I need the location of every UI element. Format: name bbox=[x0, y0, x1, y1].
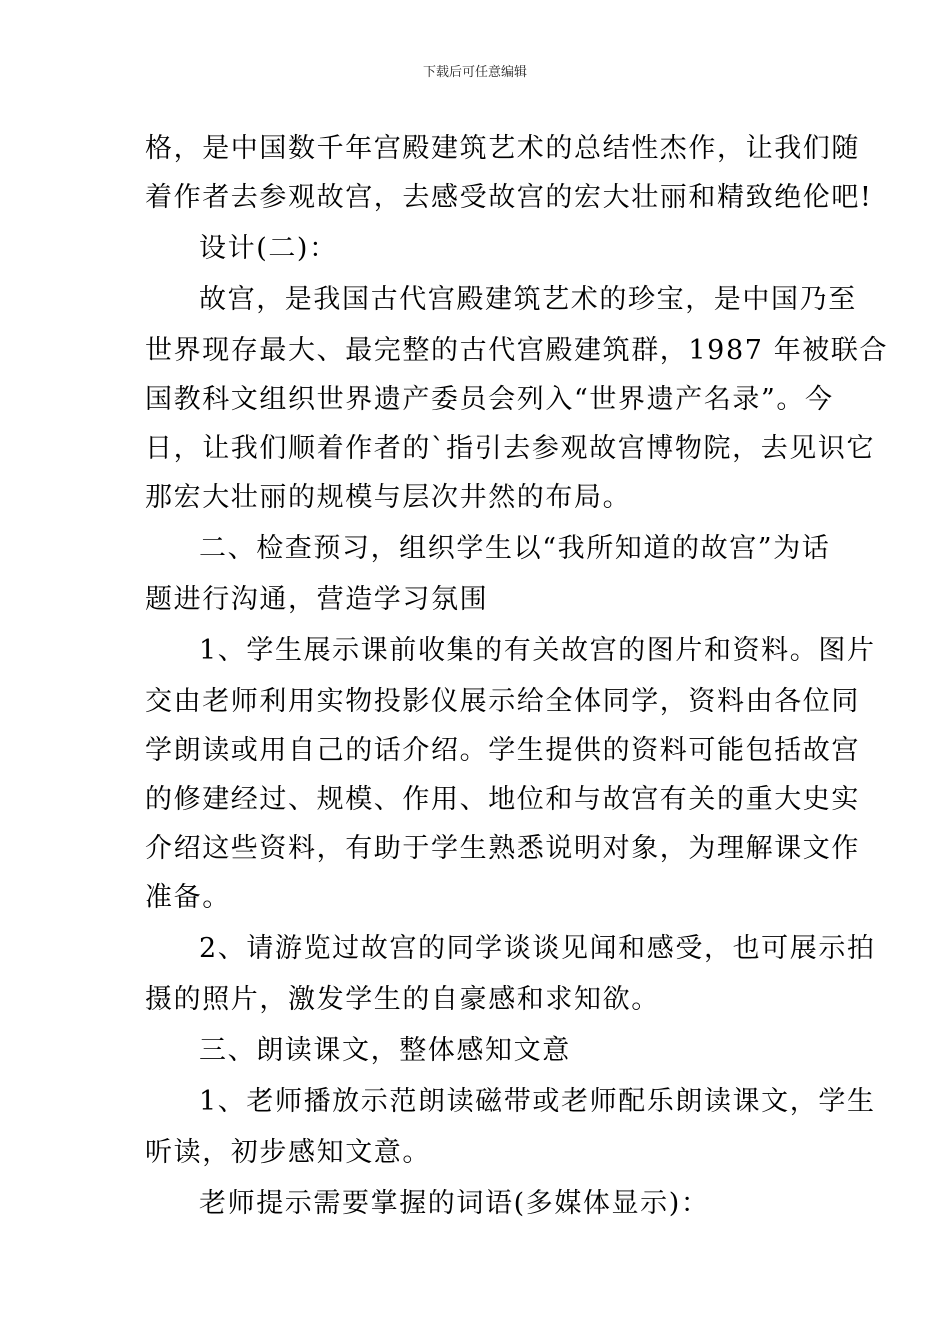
text-line: 摄的照片，激发学生的自豪感和求知欲。 bbox=[145, 984, 660, 1015]
paragraph bbox=[145, 677, 860, 922]
text-line: 老师提示需要掌握的词语(多媒体显示)： bbox=[199, 1188, 710, 1219]
paragraph bbox=[145, 1128, 809, 1177]
text-line: 那宏大壮丽的规模与层次井然的布局。 bbox=[145, 482, 632, 513]
text-line: 题进行沟通，营造学习氛围 bbox=[145, 584, 489, 615]
text-line: 1、老师播放示范朗读磁带或老师配乐朗读课文，学生 bbox=[199, 1086, 876, 1117]
text-line: 二、检查预习，组织学生以“我所知道的故宫”为话 bbox=[199, 533, 831, 564]
text-line: 的修建经过、规模、作用、地位和与故宫有关的重大史实 bbox=[145, 784, 860, 815]
paragraph bbox=[145, 1179, 809, 1228]
text-line: 着作者去参观故宫，去感受故宫的宏大壮丽和精致绝伦吧! bbox=[145, 182, 873, 213]
text-line: 介绍这些资料，有助于学生熟悉说明对象，为理解课文作 bbox=[145, 833, 860, 864]
paragraph bbox=[145, 524, 831, 573]
paragraph bbox=[145, 224, 809, 273]
paragraph bbox=[145, 1026, 809, 1075]
paragraph bbox=[145, 275, 857, 324]
text-line: 故宫，是我国古代宫殿建筑艺术的珍宝，是中国乃至 bbox=[199, 284, 857, 315]
text-line: 听读，初步感知文意。 bbox=[145, 1137, 431, 1168]
paragraph bbox=[145, 1077, 876, 1126]
document-body bbox=[145, 124, 889, 1230]
text-line: 设计(二)： bbox=[199, 233, 338, 264]
text-line: 世界现存最大、最完整的古代宫殿建筑群，1987 年被联合 bbox=[145, 335, 889, 366]
paragraph bbox=[145, 326, 889, 522]
text-line: 准备。 bbox=[145, 882, 231, 913]
text-line: 国教科文组织世界遗产委员会列入“世界遗产名录”。今 bbox=[145, 384, 834, 415]
paragraph bbox=[145, 975, 809, 1024]
text-line: 格，是中国数千年宫殿建筑艺术的总结性杰作，让我们随 bbox=[145, 133, 860, 164]
paragraph bbox=[145, 924, 876, 973]
text-line: 1、学生展示课前收集的有关故宫的图片和资料。图片 bbox=[199, 635, 876, 666]
text-line: 三、朗读课文，整体感知文意 bbox=[199, 1035, 571, 1066]
paragraph bbox=[145, 626, 876, 675]
text-line: 日，让我们顺着作者的`指引去参观故宫博物院，去见识它 bbox=[145, 433, 876, 464]
text-line: 2、请游览过故宫的同学谈谈见闻和感受，也可展示拍 bbox=[199, 933, 876, 964]
paragraph bbox=[145, 575, 809, 624]
text-line: 交由老师利用实物投影仪展示给全体同学，资料由各位同 bbox=[145, 686, 860, 717]
page-header: 下载后可任意编辑 bbox=[422, 65, 527, 80]
text-line: 学朗读或用自己的话介绍。学生提供的资料可能包括故宫 bbox=[145, 735, 860, 766]
paragraph bbox=[145, 124, 873, 222]
